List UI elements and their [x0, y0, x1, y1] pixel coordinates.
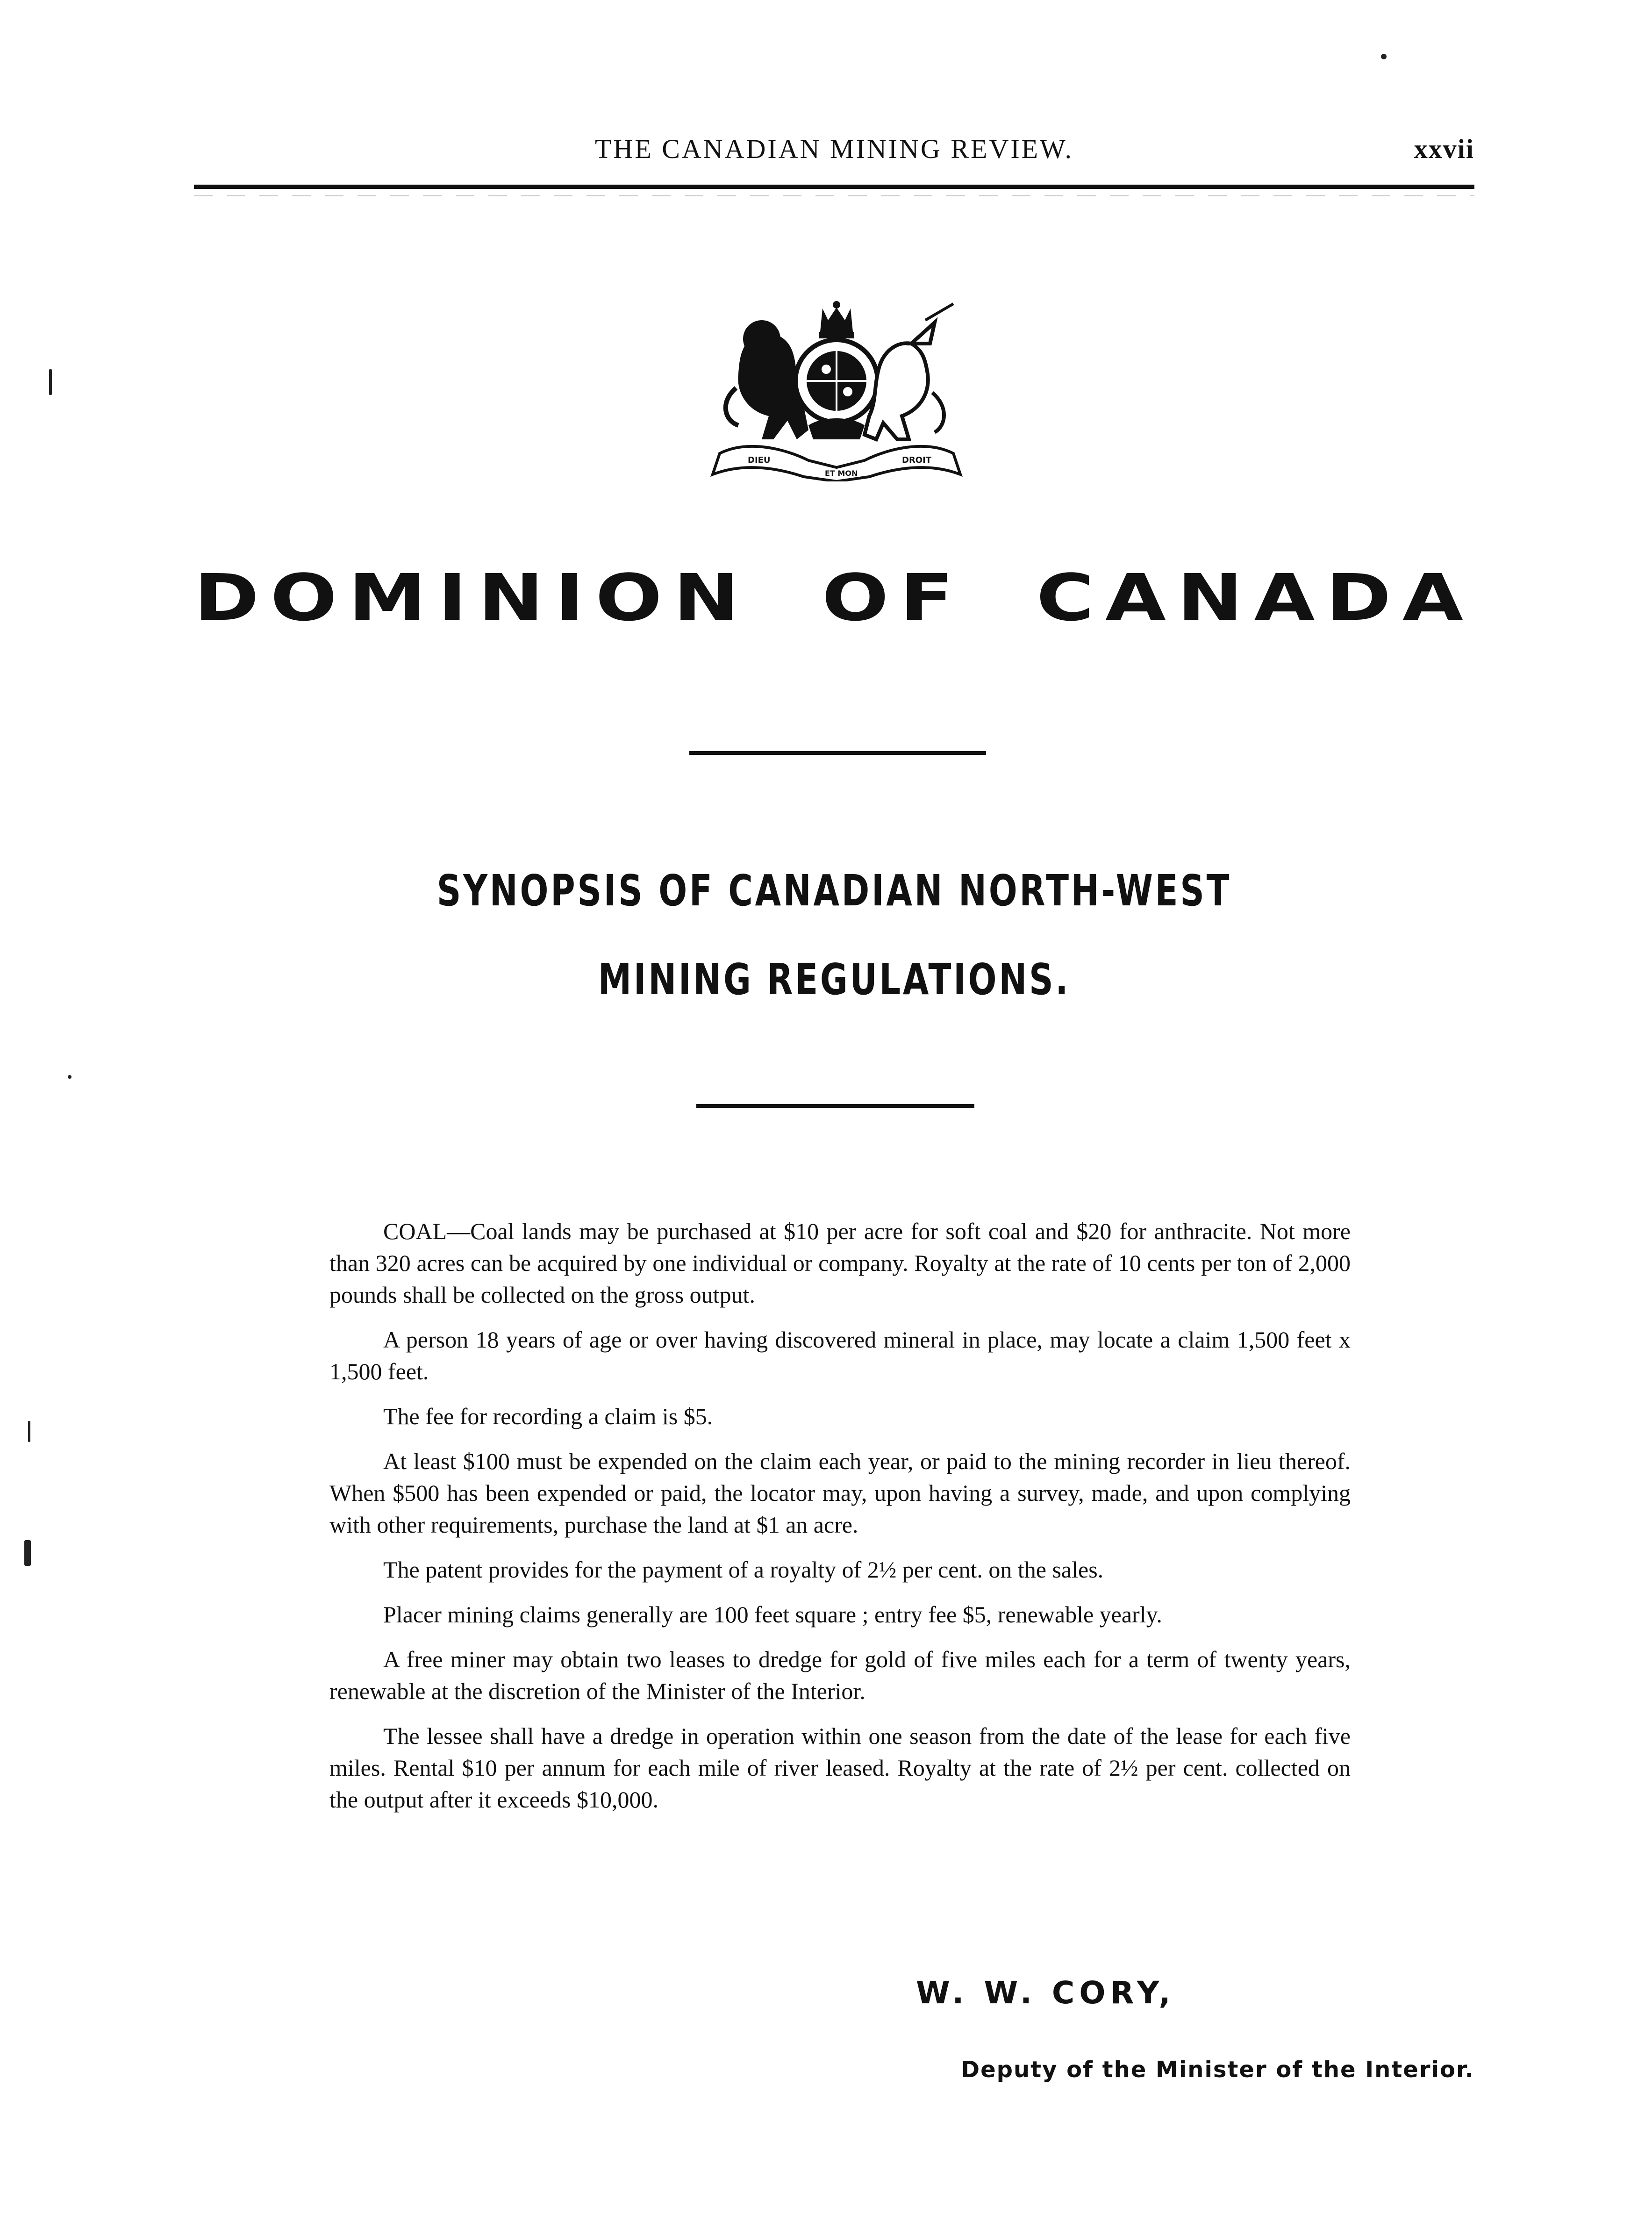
motto-left: DIEU: [748, 455, 771, 465]
margin-speck: [24, 1540, 31, 1566]
paragraph: The fee for recording a claim is $5.: [383, 1403, 713, 1429]
subtitle-divider: [696, 1104, 974, 1108]
subtitle-line-2: MINING REGULATIONS.: [598, 954, 1071, 1004]
margin-speck: [1381, 54, 1387, 59]
running-head: [194, 133, 1474, 175]
paragraph: COAL—Coal lands may be purchased at $10 per acre for soft coal and $20 for anthracite. Not more than 320 acres can be acquired by one individual or company. Royalty at the rate of 10 cents per ton of 2,000 pounds shall be collected on the gross output.: [329, 1218, 1351, 1308]
signature-title: Deputy of the Minister of the Interior.: [961, 2057, 1474, 2083]
header-rule-shadow: [194, 195, 1474, 196]
paragraph: The lessee shall have a dredge in operation within one season from the date of the lease for each five miles. Rental $10 per annum for each mile of river leased. Royalty at the rate of 2½ per cent. collected on the output after it exceeds $10,000.: [329, 1723, 1351, 1813]
regulations-body: [329, 1215, 1351, 1829]
motto-right: DROIT: [902, 455, 932, 465]
title-divider: [689, 751, 986, 755]
paragraph: A free miner may obtain two leases to dredge for gold of five miles each for a term of twenty years, renewable at the discretion of the Minister of the Interior.: [329, 1646, 1351, 1704]
paragraph: Placer mining claims generally are 100 feet square ; entry fee $5, renewable yearly.: [383, 1601, 1162, 1628]
margin-speck: [28, 1421, 30, 1442]
main-title-word-1: DOMINION: [194, 560, 751, 636]
publication-title: THE CANADIAN MINING REVIEW.: [594, 134, 1074, 164]
margin-speck: [49, 369, 52, 395]
header-rule: [194, 185, 1474, 189]
motto-center: ET MON: [825, 469, 858, 478]
page-number: xxvii: [1414, 134, 1474, 164]
paragraph: A person 18 years of age or over having discovered mineral in place, may locate a claim 1,500 feet x 1,500 feet.: [329, 1327, 1351, 1384]
paragraph: The patent provides for the payment of a royalty of 2½ per cent. on the sales.: [383, 1556, 1104, 1583]
royal-coat-of-arms-icon: [692, 299, 981, 481]
margin-speck: [68, 1075, 72, 1079]
main-title: [194, 560, 1474, 636]
paragraph: At least $100 must be expended on the claim each year, or paid to the mining recorder in lieu thereof. When $500 has been expended or paid, the locator may, upon having a survey, made, and upon complying with other requirements, purchase the land at $1 an acre.: [329, 1448, 1351, 1538]
main-title-word-2: OF: [822, 560, 965, 636]
signature-name: W. W. CORY,: [916, 1975, 1175, 2011]
main-title-word-3: CANADA: [1036, 560, 1474, 636]
subtitle-line-1: SYNOPSIS OF CANADIAN NORTH-WEST: [436, 866, 1232, 916]
